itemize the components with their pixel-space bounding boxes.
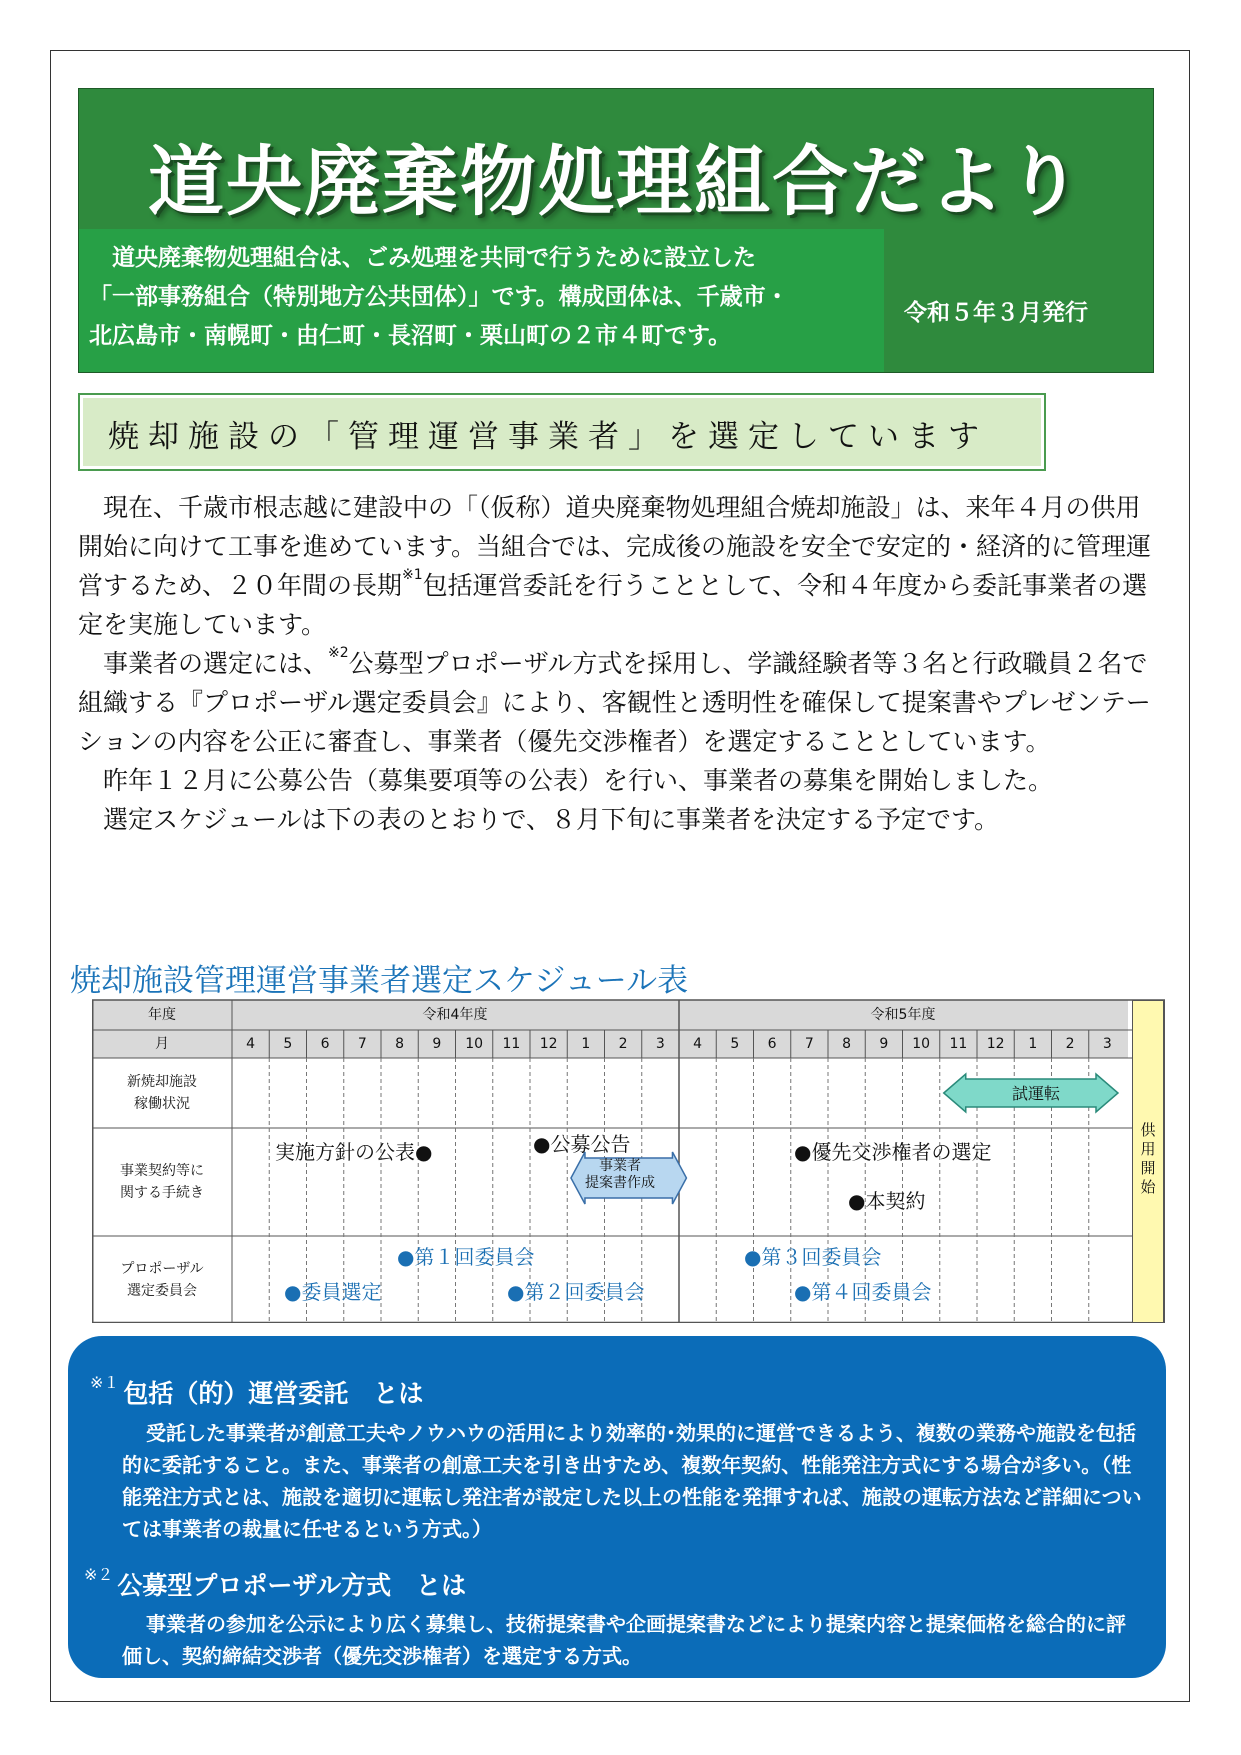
month-label: 8 bbox=[842, 1036, 852, 1052]
month-header-label: 月 bbox=[155, 1036, 169, 1052]
paragraph-text: 包括運営委託を行うこととして、令和４年度から委託事業者の選定を実施しています。 bbox=[78, 571, 1148, 639]
row-label-line: 新焼却施設 bbox=[127, 1074, 197, 1090]
month-label: 2 bbox=[1065, 1036, 1075, 1052]
paragraph-text: 現在、千歳市根志越に建設中の「（仮称）道央廃棄物処理組合焼却施設」は、来年４月の供用開始に向けて工事を進めています。当組合では、完成後の施設を安全で安定的・経済的に管理運営するため、２０年間の長期 bbox=[78, 493, 1152, 600]
footnote-ref: ※2 bbox=[328, 645, 349, 661]
month-label: 11 bbox=[502, 1036, 521, 1052]
note-body-text: 事業者の参加を公示により広く募集し、技術提案書や企画提案書などにより提案内容と提案価格を総合的に評価し、契約締結交渉者（優先交渉権者）を選定する方式。 bbox=[122, 1612, 1126, 1668]
intro-line: 北広島市・南幌町・由仁町・長沼町・栗山町の２市４町です。 bbox=[89, 323, 732, 349]
month-label: 12 bbox=[986, 1036, 1005, 1052]
month-label: 9 bbox=[432, 1036, 442, 1052]
row-label-line: 事業契約等に bbox=[120, 1163, 204, 1179]
intro-line: 「一部事務組合（特別地方公共団体）」です。構成団体は、千歳市・ bbox=[89, 284, 789, 310]
row-label-line: 関する手続き bbox=[120, 1185, 204, 1201]
note-title-text: 包括（的）運営委託 とは bbox=[123, 1379, 424, 1408]
notes-box bbox=[68, 1336, 1166, 1678]
paragraph bbox=[78, 644, 1158, 761]
month-label: 7 bbox=[804, 1036, 814, 1052]
month-label: 8 bbox=[395, 1036, 405, 1052]
year-header-r5: 令和5年度 bbox=[870, 1007, 936, 1023]
year-header-r4: 令和4年度 bbox=[422, 1007, 488, 1023]
month-label: 2 bbox=[618, 1036, 628, 1052]
month-label: 10 bbox=[912, 1036, 931, 1052]
paragraph bbox=[78, 488, 1158, 644]
note-mark: ※１ bbox=[90, 1373, 120, 1392]
event-committee-3: ●第３回委員会 bbox=[744, 1245, 882, 1269]
footnote-ref: ※1 bbox=[402, 567, 423, 583]
proposal-prep-line: 提案書作成 bbox=[585, 1175, 655, 1191]
year-header-label: 年度 bbox=[148, 1007, 176, 1023]
event-committee-4: ●第４回委員会 bbox=[794, 1280, 932, 1304]
month-label: 6 bbox=[767, 1036, 777, 1052]
row-label-procedures bbox=[92, 1128, 232, 1236]
note-body-text: 受託した事業者が創意工夫やノウハウの活用により効率的･効果的に運営できるよう、複数の業務や施設を包括的に委託すること。また、事業者の創意工夫を引き出すため、複数年契約、性能発注方式にする場合が多い。（性能発注方式とは、施設を適切に運転し発注者が設定した以上の性能を発揮すれば、施設の運転方法など詳細については事業者の裁量に任せるという方式。） bbox=[122, 1421, 1142, 1541]
note-1-body bbox=[122, 1417, 1142, 1545]
schedule-title: 焼却施設管理運営事業者選定スケジュール表 bbox=[70, 963, 689, 999]
month-label: 10 bbox=[465, 1036, 484, 1052]
issue-date: 令和５年３月発行 bbox=[904, 300, 1088, 326]
note-1-title bbox=[90, 1374, 423, 1410]
intro-text bbox=[89, 239, 879, 356]
month-label: 11 bbox=[949, 1036, 968, 1052]
month-label: 12 bbox=[539, 1036, 558, 1052]
intro-box bbox=[79, 229, 884, 372]
month-label: 1 bbox=[1028, 1036, 1038, 1052]
section-heading-text: 焼却施設の「管理運営事業者」を選定しています bbox=[108, 419, 988, 455]
note-2-title bbox=[84, 1566, 466, 1602]
month-label: 9 bbox=[879, 1036, 889, 1052]
event-policy-announcement: 実施方針の公表● bbox=[275, 1140, 433, 1164]
section-heading bbox=[78, 393, 1046, 471]
trial-run-label: 試運転 bbox=[1012, 1084, 1061, 1103]
newsletter-header bbox=[78, 88, 1154, 373]
month-label: 4 bbox=[246, 1036, 256, 1052]
row-label-line: プロポーザル bbox=[120, 1260, 204, 1277]
month-label: 3 bbox=[1102, 1036, 1112, 1052]
row-label-status bbox=[92, 1058, 232, 1128]
row-label-committee bbox=[92, 1236, 232, 1323]
proposal-prep-label bbox=[573, 1158, 667, 1192]
event-committee-2: ●第２回委員会 bbox=[507, 1280, 645, 1304]
month-label: 1 bbox=[581, 1036, 591, 1052]
row-label-line: 選定委員会 bbox=[127, 1282, 197, 1299]
month-label: 7 bbox=[357, 1036, 367, 1052]
newsletter-title: 道央廃棄物処理組合だより bbox=[148, 137, 1084, 226]
article-body bbox=[78, 488, 1158, 839]
event-contract: ●本契約 bbox=[848, 1189, 926, 1213]
note-title-text: 公募型プロポーザル方式 とは bbox=[117, 1571, 467, 1600]
proposal-prep-line: 事業者 bbox=[599, 1158, 641, 1174]
event-committee-1: ●第１回委員会 bbox=[397, 1245, 535, 1269]
month-label: 3 bbox=[655, 1036, 665, 1052]
event-public-notice: ●公募公告 bbox=[533, 1132, 631, 1156]
event-priority-selection: ●優先交渉権者の選定 bbox=[794, 1140, 992, 1164]
note-2-body bbox=[122, 1608, 1142, 1672]
month-label: 6 bbox=[320, 1036, 330, 1052]
schedule-table bbox=[92, 998, 1165, 1323]
month-label: 4 bbox=[693, 1036, 703, 1052]
month-label: 5 bbox=[730, 1036, 740, 1052]
paragraph-text: 公募型プロポーザル方式を採用し、学識経験者等３名と行政職員２名で組織する『プロポーザル選定委員会』により、客観性と透明性を確保して提案書やプレゼンテーションの内容を公正に審査し、事業者（優先交渉権者）を選定することとしています。 bbox=[78, 649, 1151, 756]
month-label: 5 bbox=[283, 1036, 293, 1052]
event-member-selection: ●委員選定 bbox=[284, 1280, 382, 1304]
paragraph: 選定スケジュールは下の表のとおりで、８月下旬に事業者を決定する予定です。 bbox=[103, 805, 1000, 834]
note-mark: ※２ bbox=[84, 1565, 114, 1584]
row-label-line: 稼働状況 bbox=[134, 1096, 190, 1112]
paragraph-text: 事業者の選定には、 bbox=[103, 649, 329, 678]
supply-start-column bbox=[1132, 1000, 1164, 1323]
supply-start-label: 供用開始 bbox=[1140, 1121, 1156, 1196]
paragraph: 昨年１２月に公募公告（募集要項等の公表）を行い、事業者の募集を開始しました。 bbox=[103, 766, 1054, 795]
intro-line: 道央廃棄物処理組合は、ごみ処理を共同で行うために設立した bbox=[89, 245, 756, 271]
